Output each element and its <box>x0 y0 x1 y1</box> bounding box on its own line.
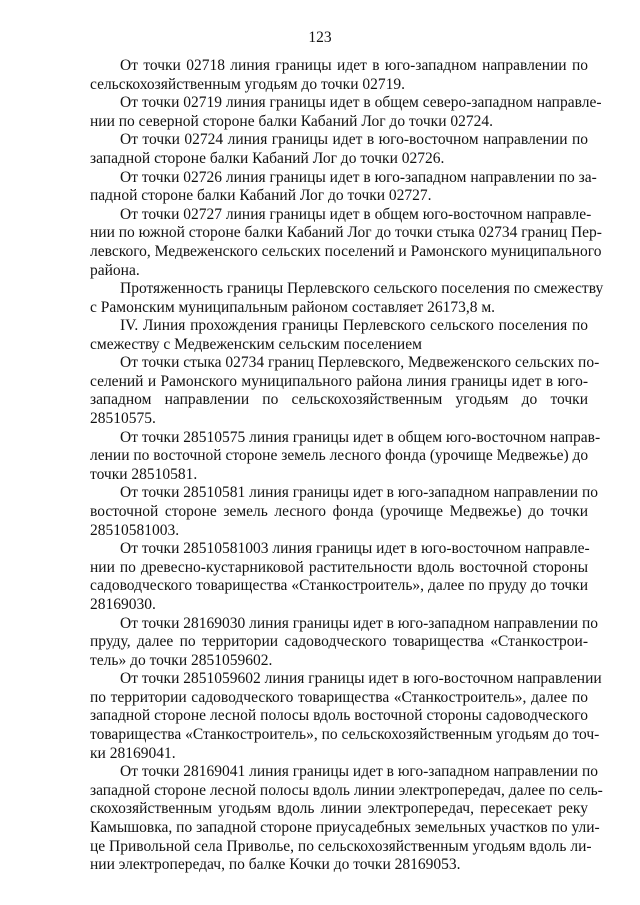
text-line: западной стороне лесной полосы вдоль восточной стороны садоводческого <box>90 707 588 725</box>
text-line: От точки 02718 линия границы идет в юго-западном направлении по <box>120 57 588 74</box>
text-line: лении по восточной стороне земель лесного фонда (урочище Медвежье) до <box>90 447 589 465</box>
text-line: От точки 02727 линия границы идет в общем юго-восточном направле- <box>120 205 592 223</box>
text-line: с Рамонским муниципальным районом составляет 26173,8 м. <box>90 298 496 316</box>
page-number: 123 <box>308 29 332 46</box>
text-line: западной стороне балки Кабаний Лог до точки 02726. <box>90 149 445 167</box>
text-line: нии по древесно-кустарниковой растительности вдоль восточной стороны <box>90 558 588 576</box>
text-line: ки 28169041. <box>90 744 176 762</box>
text-line: западном направлении по сельскохозяйственным угодьям до точки <box>90 391 588 409</box>
text-line: падной стороне балки Кабаний Лог до точки 02727. <box>90 187 432 205</box>
text-line: восточной стороне земель лесного фонда (урочище Медвежье) до точки <box>90 502 588 520</box>
text-line: скохозяйственным угодьям вдоль линии электропередач, пересекает реку <box>90 800 588 818</box>
text-line: нии по северной стороне балки Кабаний Лог до точки 02724. <box>90 112 493 130</box>
text-line: западной стороне лесной полосы вдоль линии электропередач, далее по сель- <box>90 781 603 799</box>
text-line: От точки 28510581003 линия границы идет в юго-восточном направле- <box>120 540 590 558</box>
text-line: левского, Медвеженского сельских поселений и Рамонского муниципального <box>90 242 602 260</box>
text-line: тель» до точки 2851059602. <box>90 651 273 669</box>
text-line: От точки 02724 линия границы идет в юго-восточном направлении по <box>120 131 588 149</box>
text-line: От точки стыка 02734 границ Перлевского, Медвеженского сельских по- <box>120 354 600 372</box>
text-line: IV. Линия прохождения границы Перлевского сельского поселения по <box>120 317 588 334</box>
text-line: 28510581003. <box>90 521 180 539</box>
text-line: От точки 28169030 линия границы идет в юго-западном направлении по <box>120 614 599 632</box>
text-line: Камышовка, по западной стороне приусадебных земельных участков по ули- <box>90 819 600 837</box>
text-line: От точки 2851059602 линия границы идет в юго-восточном направлении <box>120 670 602 688</box>
text-line: сельскохозяйственным угодьям до точки 02719. <box>90 75 405 93</box>
text-line: От точки 28510581 линия границы идет в юго-западном направлении по <box>120 484 599 502</box>
text-line: пруду, далее по территории садоводческого товарищества «Станкострои- <box>90 633 588 651</box>
text-line: От точки 28169041 линия границы идет в юго-западном направлении по <box>120 763 599 781</box>
text-line: 28169030. <box>90 595 156 613</box>
text-block-section-iv <box>90 317 603 875</box>
text-line: садоводческого товарищества «Станкостроитель», далее по пруду до точки <box>90 577 588 595</box>
text-block-border-rамонский <box>90 57 604 317</box>
text-line: От точки 02719 линия границы идет в общем северо-западном направле- <box>120 94 602 112</box>
text-line: района. <box>90 261 140 279</box>
text-line: нии по южной стороне балки Кабаний Лог до точки стыка 02734 границ Пер- <box>90 224 602 242</box>
text-line: по территории садоводческого товарищества «Станкостроитель», далее по <box>90 688 588 706</box>
text-line: От точки 02726 линия границы идет в юго-западном направлении по за- <box>120 168 597 186</box>
text-line: нии электропередач, по балке Кочки до точки 28169053. <box>90 856 461 874</box>
text-line: точки 28510581. <box>90 465 198 483</box>
text-line: От точки 28510575 линия границы идет в общем юго-восточном направ- <box>120 428 601 446</box>
text-line: смежеству с Медвеженским сельским поселением <box>90 335 422 353</box>
text-line: селений и Рамонского муниципального района линия границы идет в юго- <box>90 372 588 390</box>
text-line: Протяженность границы Перлевского сельского поселения по смежеству <box>120 280 604 298</box>
text-line: це Привольной села Приволье, по сельскохозяйственным угодьям вдоль ли- <box>90 837 592 855</box>
text-line: 28510575. <box>90 409 156 427</box>
text-line: товарищества «Станкостроитель», по сельскохозяйственным угодьям до точ- <box>90 726 600 744</box>
